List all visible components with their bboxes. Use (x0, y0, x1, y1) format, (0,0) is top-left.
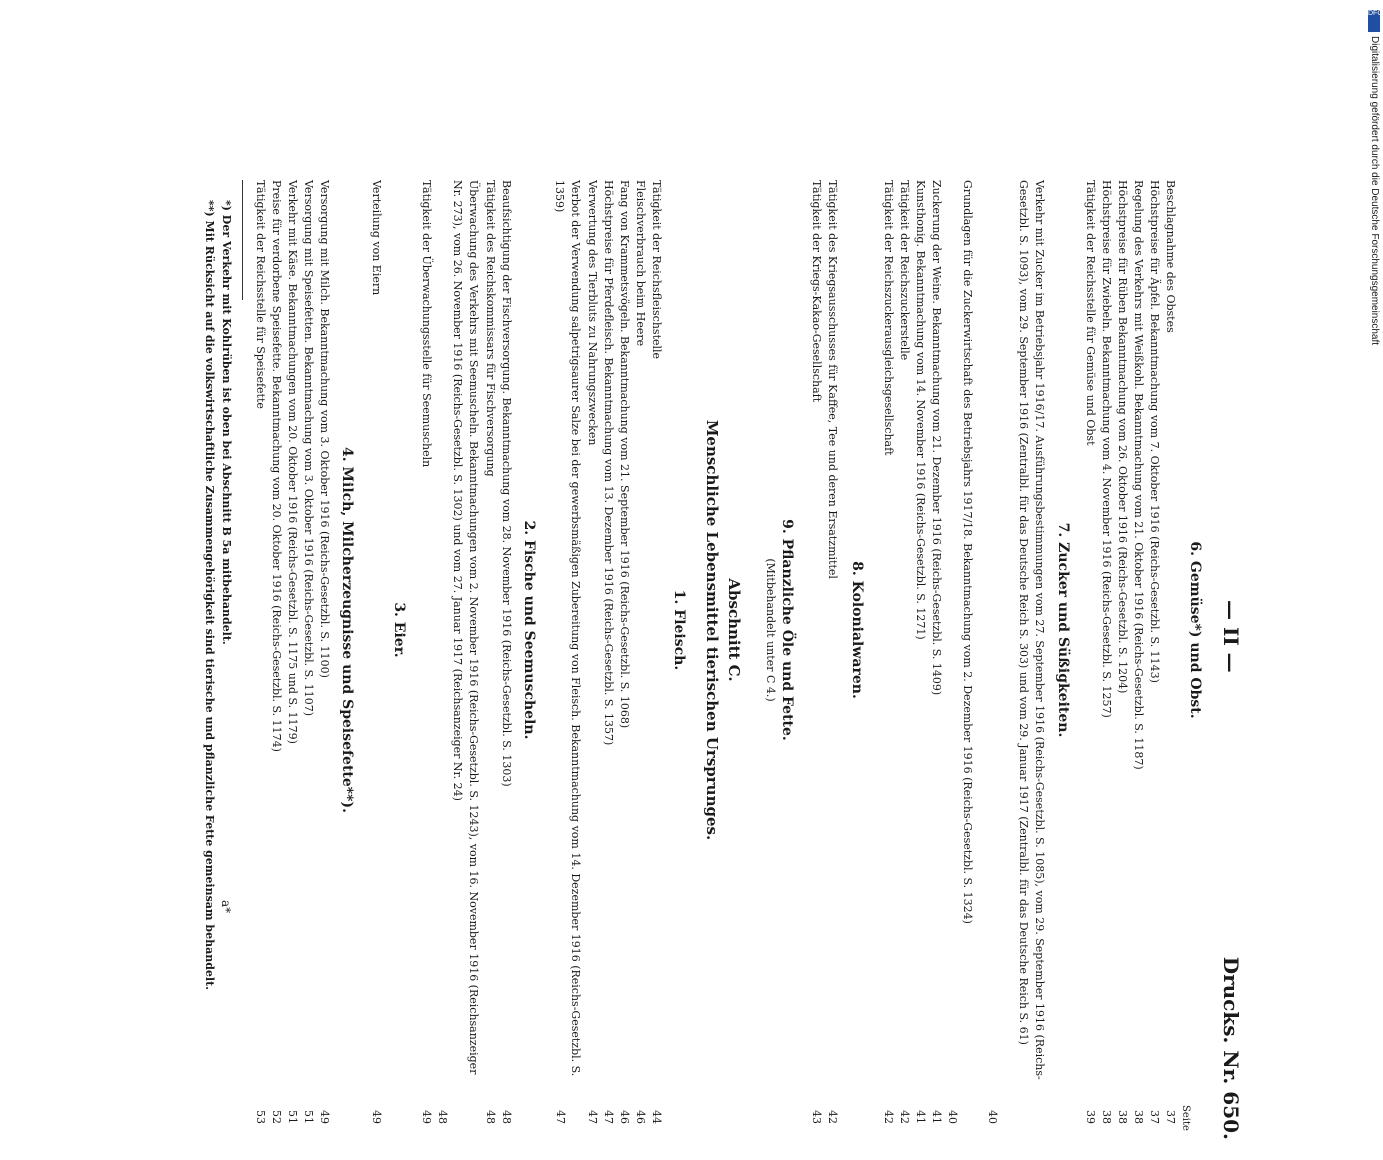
toc-entry: Tätigkeit der Überwachungsstelle für Seemuscheln (420, 180, 433, 468)
toc-page: 47 (602, 1110, 615, 1124)
toc-entry: Tätigkeit der Reichsstelle für Gemüse und Obst (1084, 180, 1097, 446)
toc-entry: Grundlagen für die Zuckerwirtschaft des Betriebsjahrs 1917/18. Bekanntmachung vom 2. Dezember 1916 (Reichs-Gesetzbl. S. 1324) (961, 180, 974, 924)
toc-entry: Höchstpreise für Zwiebeln. Bekanntmachung vom 4. November 1916 (Reichs-Gesetzbl. S. 1257) (1100, 180, 1113, 718)
toc-page: 37 (1148, 1110, 1161, 1124)
druck-number: Drucks. Nr. 650. (1219, 956, 1243, 1140)
toc-entry: Höchstpreise für Rüben Bekanntmachung vom 26. Oktober 1916 (Reichs-Gesetzbl. S. 1204) (1116, 180, 1129, 694)
digitization-note: Digitalisierung gefördert durch die Deutsche Forschungsgemeinschaft (1369, 36, 1380, 346)
footnote-1: *) Der Verkehr mit Kohlrüben ist oben bei Abschnitt B 5a mitbehandelt. (220, 200, 233, 645)
toc-entry: Tätigkeit der Reichszuckerausgleichsgesellschaft (882, 180, 895, 456)
toc-entry: Verkehr mit Zucker im Betriebsjahr 1916/17. Ausführungsbestimmungen vom 27. September 1916 (Reichs-Gesetzbl. S. 1085), vom 29. September 1916 (Reichs-Gesetzbl. S. 1093), vom 29. September 1916 (Zentralbl. für das Deutsche Reich S. 303) und vom 29. Januar 1917 (Zentralbl. für das Deutsche Reich S. 61) (1017, 180, 1046, 1080)
toc-entry: Überwachung des Verkehrs mit Seemuscheln. Bekanntmachungen vom 2. November 1916 (Reichs-Gesetzbl. S. 1243), vom 16. November 1916 (Reichsanzeiger Nr. 273), vom 26. November 1916 (Reichs-Gesetzbl. S. 1302) und vom 27. Januar 1917 (Reichsanzeiger Nr. 24) (451, 180, 480, 1075)
toc-entry: Fang von Krammetsvögeln. Bekanntmachung vom 21. September 1916 (Reichs-Gesetzbl. S. 1068) (618, 180, 631, 729)
toc-entry: Preise für verdorbene Speisefette. Bekanntmachung vom 20. Oktober 1916 (Reichs-Gesetzbl. S. 1174) (270, 180, 283, 752)
toc-page: 42 (882, 1110, 895, 1124)
toc-page: 49 (370, 1110, 383, 1124)
toc-entry: Regelung des Verkehrs mit Weißkohl. Bekanntmachung vom 21. Oktober 1916 (Reichs-Gesetzbl. S. 1187) (1132, 180, 1145, 770)
signature-mark: a* (219, 900, 233, 914)
toc-page: 47 (586, 1110, 599, 1124)
toc-page: 49 (318, 1110, 331, 1124)
toc-entry: Tätigkeit der Reichsstelle für Speisefette (254, 180, 267, 409)
seite-label: Seite (1180, 1105, 1191, 1131)
toc-page: 46 (634, 1110, 647, 1124)
toc-page: 40 (946, 1110, 959, 1124)
section-7-title: 7. Zucker und Süßigkeiten. (1055, 522, 1071, 738)
toc-page: 51 (286, 1110, 299, 1124)
section-9-title: 9. Pflanzliche Öle und Fette. (779, 519, 795, 741)
abschnitt-c-subtitle: Menschliche Lebensmittel tierischen Ursprunges. (703, 419, 721, 841)
section-8-title: 8. Kolonialwaren. (849, 561, 865, 699)
toc-entry: Verkehr mit Käse. Bekanntmachungen vom 20. Oktober 1916 (Reichs-Gesetzbl. S. 1175 und S. 1179) (286, 180, 299, 744)
toc-page: 43 (810, 1110, 823, 1124)
toc-page: 41 (914, 1110, 927, 1124)
digitization-sidebar (1366, 8, 1383, 388)
toc-entry: Verwertung des Tierbluts zu Nahrungszwecken (586, 180, 599, 446)
toc-entry: Verteilung von Eiern (370, 180, 383, 296)
toc-entry: Fleischverbrauch beim Heere (634, 180, 647, 347)
toc-entry: Tätigkeit der Reichsfleischstelle (650, 180, 663, 360)
section-6-title: 6. Gemüse*) und Obst. (1187, 541, 1203, 719)
toc-page: 47 (554, 1110, 567, 1124)
footnote-rule (242, 180, 243, 300)
toc-page: 48 (484, 1110, 497, 1124)
toc-page: 48 (436, 1110, 449, 1124)
c3-title: 3. Eier. (391, 602, 407, 658)
toc-entry: Beschlagnahme des Obstes (1164, 180, 1177, 333)
toc-entry: Tätigkeit des Kriegsausschusses für Kaffee, Tee und deren Ersatzmittel (826, 180, 839, 579)
toc-page: 51 (302, 1110, 315, 1124)
rotated-document-page (143, 180, 1243, 1160)
toc-page: 41 (930, 1110, 943, 1124)
toc-page: 49 (420, 1110, 433, 1124)
toc-page: 53 (254, 1110, 267, 1124)
toc-page: 42 (826, 1110, 839, 1124)
dfg-logo-icon: DFG (1368, 10, 1380, 32)
toc-page: 44 (650, 1110, 663, 1124)
toc-entry: Höchstpreise für Pferdefleisch. Bekanntmachung vom 13. Dezember 1916 (Reichs-Gesetzbl. S. 1357) (602, 180, 615, 746)
toc-page: 39 (1084, 1110, 1097, 1124)
toc-page: 52 (270, 1110, 283, 1124)
page-number-roman: — II — (1219, 600, 1243, 673)
toc-page: 46 (618, 1110, 631, 1124)
toc-page: 37 (1164, 1110, 1177, 1124)
toc-entry: Versorgung mit Speisefetten. Bekanntmachung vom 3. Oktober 1916 (Reichs-Gesetzbl. S. 1107) (302, 180, 315, 717)
page-header (1213, 180, 1243, 1140)
c1-title: 1. Fleisch. (671, 589, 687, 671)
c2-title: 2. Fische und Seemuscheln. (521, 520, 537, 740)
toc-entry: Kunsthonig. Bekanntmachung vom 14. November 1916 (Reichs-Gesetzbl. S. 1271) (914, 180, 927, 640)
toc-page: 48 (500, 1110, 513, 1124)
toc-entry: Tätigkeit des Reichskommissars für Fischversorgung (484, 180, 497, 477)
toc-entry: Tätigkeit der Kriegs-Kakao-Gesellschaft (810, 180, 823, 403)
c4-title: 4. Milch, Milcherzeugnisse und Speisefette**). (339, 447, 355, 813)
toc-page: 38 (1132, 1110, 1145, 1124)
toc-page: 38 (1116, 1110, 1129, 1124)
section-9-note: (Mitbehandelt unter C 4.) (764, 558, 777, 702)
toc-entry: Versorgung mit Milch. Bekanntmachung vom 3. Oktober 1916 (Reichs-Gesetzbl. S. 1100) (318, 180, 331, 678)
toc-entry: Tätigkeit der Reichszuckerstelle (898, 180, 911, 361)
abschnitt-c-title: Abschnitt C. (725, 578, 743, 682)
toc-page: 40 (986, 1110, 999, 1124)
toc-entry: Beaufsichtigung der Fischversorgung. Bekanntmachung vom 28. November 1916 (Reichs-Gesetzbl. S. 1303) (500, 180, 513, 787)
toc-page: 42 (898, 1110, 911, 1124)
toc-entry: Zuckerung der Weine. Bekanntmachung vom 21. Dezember 1916 (Reichs-Gesetzbl. S. 1409) (930, 180, 943, 696)
toc-entry: Höchstpreise für Äpfel. Bekanntmachung vom 7. Oktober 1916 (Reichs-Gesetzbl. S. 1143) (1148, 180, 1161, 683)
toc-page: 38 (1100, 1110, 1113, 1124)
toc-entry: Verbot der Verwendung salpetrigsaurer Salze bei der gewerbsmäßigen Zubereitung von Fleisch. Bekanntmachung vom 14. Dezember 1916 (Reichs-Gesetzbl. S. 1359) (553, 180, 582, 1077)
footnote-2: **) Mit Rücksicht auf die volkswirtschaftliche Zusammengehörigkeit sind tierische und pflanzliche Fette gemeinsam behandelt. (203, 200, 216, 990)
